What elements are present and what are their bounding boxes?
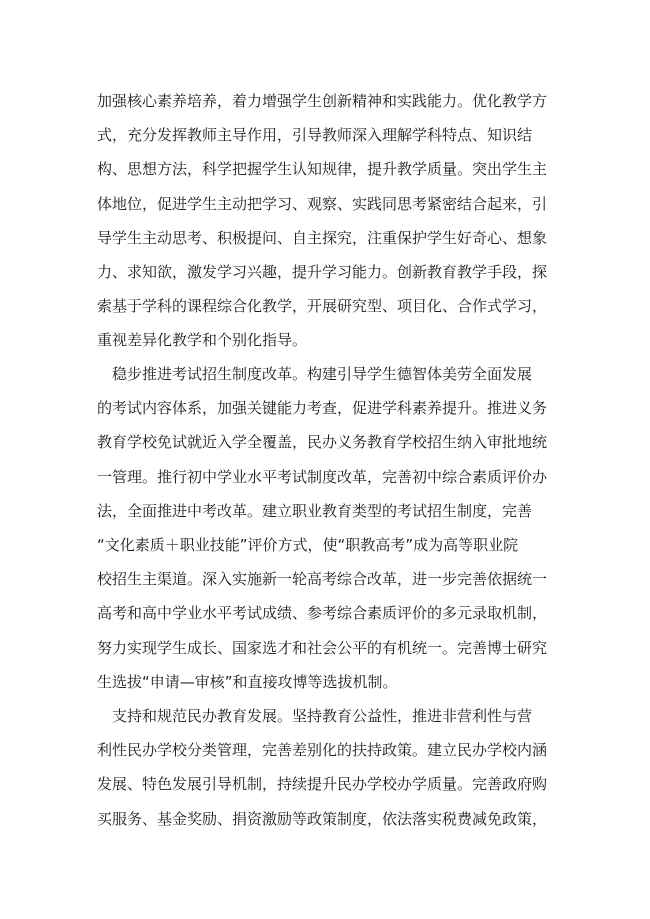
text-line: 支持和规范民办教育发展。坚持教育公益性，推进非营利性与营 xyxy=(97,707,533,725)
text-line: 高考和高中学业水平考试成绩、参考综合素质评价的多元录取机制， xyxy=(97,604,548,623)
text-line: 买服务、基金奖励、捐资激励等政策制度，依法落实税费减免政策， xyxy=(97,809,548,828)
text-line: 生选拔“申请—审核”和直接攻博等选拔机制。 xyxy=(97,672,398,691)
text-line: 导学生主动思考、积极提问、自主探究，注重保护学生好奇心、想象 xyxy=(97,228,548,247)
text-line: 体地位，促进学生主动把学习、观察、实践同思考紧密结合起来，引 xyxy=(97,194,548,213)
text-line: “文化素质＋职业技能”评价方式，使“职教高考”成为高等职业院 xyxy=(97,536,519,555)
text-line: 努力实现学生成长、国家选才和社会公平的有机统一。完善博士研究 xyxy=(97,638,548,657)
text-line: 教育学校免试就近入学全覆盖，民办义务教育学校招生纳入审批地统 xyxy=(97,433,548,452)
text-line: 法，全面推进中考改革。建立职业教育类型的考试招生制度，完善 xyxy=(97,501,533,520)
paragraph-private-education xyxy=(97,699,557,836)
paragraph-exam-reform xyxy=(97,357,557,699)
paragraph-core-literacy xyxy=(97,84,557,358)
text-line: 发展、特色发展引导机制，持续提升民办学校办学质量。完善政府购 xyxy=(97,775,548,794)
text-line: 构、思想方法，科学把握学生认知规律，提升教学质量。突出学生主 xyxy=(97,160,548,179)
text-line: 重视差异化教学和个别化指导。 xyxy=(97,331,308,350)
text-line: 一管理。推行初中学业水平考试制度改革，完善初中综合素质评价办 xyxy=(97,467,548,486)
text-line: 稳步推进考试招生制度改革。构建引导学生德智体美劳全面发展 xyxy=(97,365,533,383)
text-line: 的考试内容体系，加强关键能力考查，促进学科素养提升。推进义务 xyxy=(97,399,548,418)
text-line: 利性民办学校分类管理，完善差别化的扶持政策。建立民办学校内涵 xyxy=(97,741,548,760)
text-line: 式，充分发挥教师主导作用，引导教师深入理解学科特点、知识结 xyxy=(97,126,533,145)
text-line: 索基于学科的课程综合化教学，开展研究型、项目化、合作式学习， xyxy=(97,297,548,316)
text-line: 力、求知欲，激发学习兴趣，提升学习能力。创新教育教学手段，探 xyxy=(97,263,548,282)
text-line: 校招生主渠道。深入实施新一轮高考综合改革，进一步完善依据统一 xyxy=(97,570,548,589)
text-line: 加强核心素养培养，着力增强学生创新精神和实践能力。优化教学方 xyxy=(97,92,548,110)
